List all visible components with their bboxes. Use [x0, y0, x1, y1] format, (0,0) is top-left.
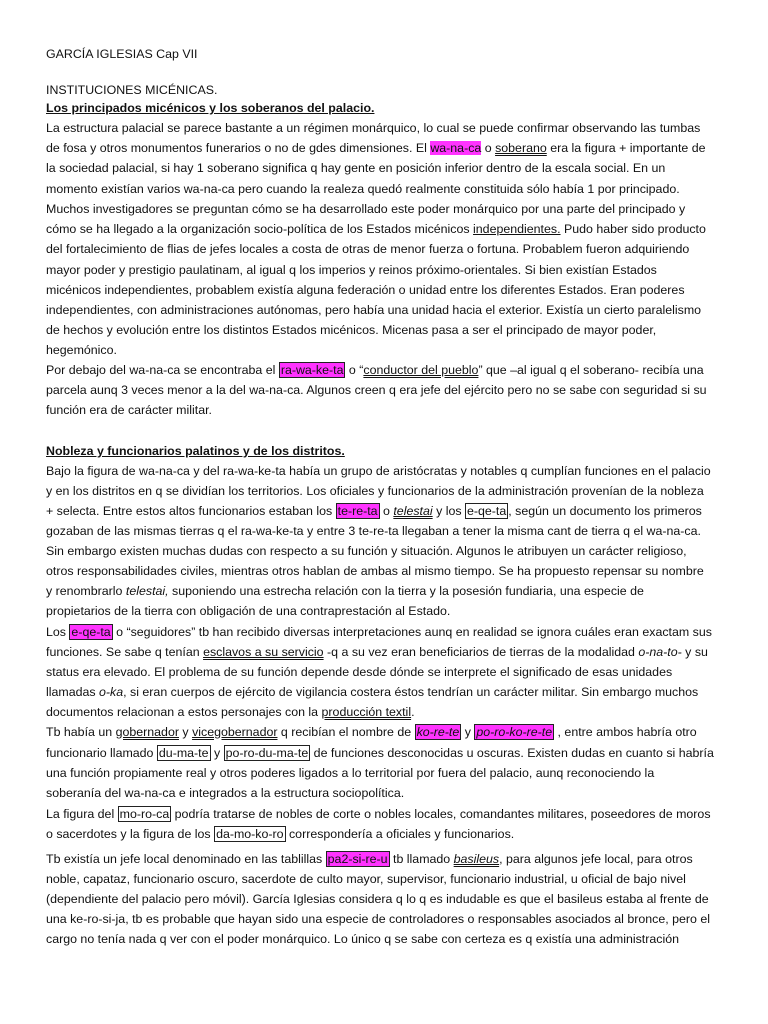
text-run: o: [481, 141, 496, 155]
paragraph-line: cargo no tenía nada q ver con el poder monárquico. Lo único q se sabe con certeza es q existía una administración: [46, 932, 679, 946]
paragraph-line: [46, 722, 697, 742]
boxed-term: du-ma-te: [158, 746, 209, 760]
paragraph-line: independientes, con administraciones autónomas, pero había una unidad hacia el exterior. Existía un cierto paralelismo: [46, 303, 702, 317]
paragraph-line: y en los distritos en q se dividían los territorios. Los oficiales y funcionarios de la administración provenían de la nobleza: [46, 484, 704, 498]
text-run: , para algunos jefe local, para otros: [499, 852, 693, 866]
text-run: Por debajo del wa-na-ca se encontraba el: [46, 363, 279, 377]
paragraph-line: [46, 501, 702, 521]
underlined-term: soberano: [495, 141, 547, 155]
text-run: o sacerdotes y la figura de los: [46, 827, 215, 841]
underlined-term: independientes.: [473, 222, 561, 236]
text-run: -q a su vez eran beneficiarios de tierras de la modalidad: [323, 645, 639, 659]
paragraph-line: parcela aunq 3 veces menor a la del wa-na-ca. Algunos creen q era jefe del ejército pero no se sabe con seguridad si su: [46, 383, 707, 397]
paragraph-line: [46, 219, 706, 239]
paragraph-line: gozaban de las mismas tierras q el ra-wa-ke-ta y entre 3 te-re-ta llegaban a tener la misma cant de tierra q el wa-na-ca.: [46, 524, 701, 538]
highlighted-term: pa2-si-re-u: [327, 852, 388, 866]
text-run: o “: [345, 363, 364, 377]
text-run: y: [461, 725, 475, 739]
text-run: y: [178, 725, 193, 739]
paragraph-line: otros responsabilidades civiles, mientras otros hablan de ambas al mismo tiempo. Se ha propuesto repensar su nombre: [46, 564, 704, 578]
paragraph-line: Sin embargo existen muchas dudas con respecto a su función y situación. Algunos le atribuyen un carácter religioso,: [46, 544, 687, 558]
document-header: GARCÍA IGLESIAS Cap VII: [46, 47, 198, 61]
text-run: cómo se ha llegado a la organización socio-política de los Estados micénicos: [46, 222, 474, 236]
underlined-term: producción textil: [321, 705, 412, 719]
text-run: podría tratarse de nobles de corte o nobles locales, comandantes militares, poseedores de moros: [171, 807, 711, 821]
paragraph-line: mayor poder y prestigio paulatinam, al igual q los imperios y reinos próximo-orientales. Si bien existían Estados: [46, 263, 657, 277]
paragraph-line: (dependiente del palacio pero móvil). García Iglesias considera q lo q es indudable es que el basileus estaba al frente de: [46, 892, 709, 906]
boxed-term: po-ro-du-ma-te: [225, 746, 309, 760]
text-run: o “seguidores” tb han recibido diversas interpretaciones aunq en realidad se ignora cuáles eran exactam sus: [112, 625, 712, 639]
highlighted-term: e-qe-ta: [71, 625, 111, 639]
paragraph-line: momento existían varios wa-na-ca pero cuando la realeza quedó realmente constituida sólo había 1 por principado.: [46, 182, 680, 196]
underlined-term: basileus: [453, 852, 500, 866]
text-run: La figura del: [46, 807, 118, 821]
text-run: Pudo haber sido producto: [560, 222, 706, 236]
text-run: de funciones desconocidas u oscuras. Existen dudas en cuanto si habría: [310, 746, 714, 760]
paragraph-line: una ke-ro-si-ja, tb es probable que hayan sido una especie de controladores o responsables asociados al bronce, pero el: [46, 912, 711, 926]
text-run: Tb existía un jefe local denominado en las tablillas: [46, 852, 326, 866]
boxed-term: mo-ro-ca: [119, 807, 170, 821]
paragraph-line: status era elevado. El problema de su función depende desde dónde se interprete el significado de esas unidades: [46, 665, 673, 679]
text-run: Los: [46, 625, 70, 639]
paragraph-line: La estructura palacial se parece bastante a un régimen monárquico, lo cual se puede confirmar observando las tumbas: [46, 121, 701, 135]
text-run: llamadas: [46, 685, 100, 699]
paragraph-line: de hechos y evolución entre los distintos Estados micénicos. Micenas pasa a ser el principado de mayor poder,: [46, 323, 657, 337]
text-run: suponiendo una estrecha relación con la tierra y la posesión fundiaria, una especie de: [168, 584, 644, 598]
italic-term: o-ka: [99, 685, 124, 699]
paragraph-line: [46, 824, 514, 844]
paragraph-line: [46, 849, 693, 869]
paragraph-line: la sociedad palacial, si hay 1 soberano significa q hay gente en posición inferior dentro de la escala social. En un: [46, 161, 666, 175]
text-run: q recibían el nombre de: [277, 725, 415, 739]
paragraph-line: Bajo la figura de wa-na-ca y del ra-wa-ke-ta había un grupo de aristócratas y notables q cumplían funciones en el palacio: [46, 464, 711, 478]
highlighted-term: te-re-ta: [337, 504, 378, 518]
paragraph-line: micénicos independientes, probablem existía alguna federación o unidad entre los diferentes Estados. Eran poderes: [46, 283, 685, 297]
paragraph-line: [46, 642, 708, 662]
text-run: , según un documento los primeros: [508, 504, 702, 518]
paragraph-line: Muchos investigadores se preguntan cómo se ha desarrollado este poder monárquico por una parte del principado y: [46, 202, 686, 216]
paragraph-line: [46, 622, 712, 642]
text-run: Tb había un: [46, 725, 116, 739]
paragraph-line: soberanía del wa-na-ca e integrados a la estructura sociopolítica.: [46, 786, 405, 800]
text-run: funcionario llamado: [46, 746, 157, 760]
paragraph-line: [46, 702, 415, 722]
paragraph-line: hegemónico.: [46, 343, 117, 357]
paragraph-line: [46, 360, 704, 380]
text-run: y su: [681, 645, 708, 659]
italic-term: o-na-to-: [638, 645, 682, 659]
text-run: + selecta. Entre estos altos funcionarios estaban los: [46, 504, 336, 518]
text-run: o: [379, 504, 394, 518]
paragraph-line: función era de carácter militar.: [46, 403, 212, 417]
underlined-term: gobernador: [115, 725, 179, 739]
italic-term: telestai,: [125, 584, 169, 598]
paragraph-line: propietarios de la tierra con obligación de una contraprestación al Estado.: [46, 604, 451, 618]
boxed-term: e-qe-ta: [467, 504, 507, 518]
paragraph-line: una función propiamente real y otros poderes ligados a lo territorial por fuera del palacio, aunq reconociendo la: [46, 766, 655, 780]
paragraph-line: noble, capataz, funcionario oscuro, sacerdote de culto mayor, supervisor, funcionario industrial, u oficial de bajo nivel: [46, 872, 686, 886]
highlighted-term: ko-re-te: [416, 725, 460, 739]
paragraph-line: [46, 138, 706, 158]
paragraph-line: [46, 682, 698, 702]
underlined-term: esclavos a su servicio: [203, 645, 324, 659]
highlighted-term: ra-wa-ke-ta: [280, 363, 344, 377]
underlined-term: telestai: [393, 504, 433, 518]
paragraph-line: del fortalecimiento de flias de jefes locales a costa de otras de menor fuerza o fortuna. Probablem fueron adquiriendo: [46, 242, 690, 256]
text-run: y los: [432, 504, 465, 518]
highlighted-term: po-ro-ko-re-te: [476, 725, 553, 739]
text-run: , si eran cuerpos de ejército de vigilancia costera éstos tendrían un carácter militar. Sin embargo muchos: [123, 685, 699, 699]
text-run: de fosa y otros monumentos funerarios o no de gdes dimensiones. El: [46, 141, 431, 155]
underlined-term: conductor del pueblo: [363, 363, 479, 377]
text-run: documentos relacionan a estos personajes con la: [46, 705, 322, 719]
text-run: y renombrarlo: [46, 584, 126, 598]
text-run: correspondería a oficiales y funcionarios.: [285, 827, 515, 841]
text-run: tb llamado: [389, 852, 454, 866]
text-run: era la figura + importante de: [546, 141, 706, 155]
paragraph-line: [46, 581, 644, 601]
text-run: funciones. Se sabe q tenían: [46, 645, 204, 659]
text-run: , entre ambos habría otro: [554, 725, 697, 739]
paragraph-line: [46, 743, 714, 763]
paragraph-line: [46, 804, 711, 824]
subtitle-principados: Los principados micénicos y los soberanos del palacio.: [46, 101, 375, 115]
highlighted-term: wa-na-ca: [430, 141, 482, 155]
text-run: .: [411, 705, 415, 719]
underlined-term: vicegobernador: [192, 725, 278, 739]
text-run: y: [210, 746, 224, 760]
text-run: ” que –al igual q el soberano- recibía una: [478, 363, 704, 377]
section-title: INSTITUCIONES MICÉNICAS.: [46, 83, 218, 97]
subtitle-nobleza: Nobleza y funcionarios palatinos y de los distritos.: [46, 444, 345, 458]
boxed-term: da-mo-ko-ro: [216, 827, 284, 841]
